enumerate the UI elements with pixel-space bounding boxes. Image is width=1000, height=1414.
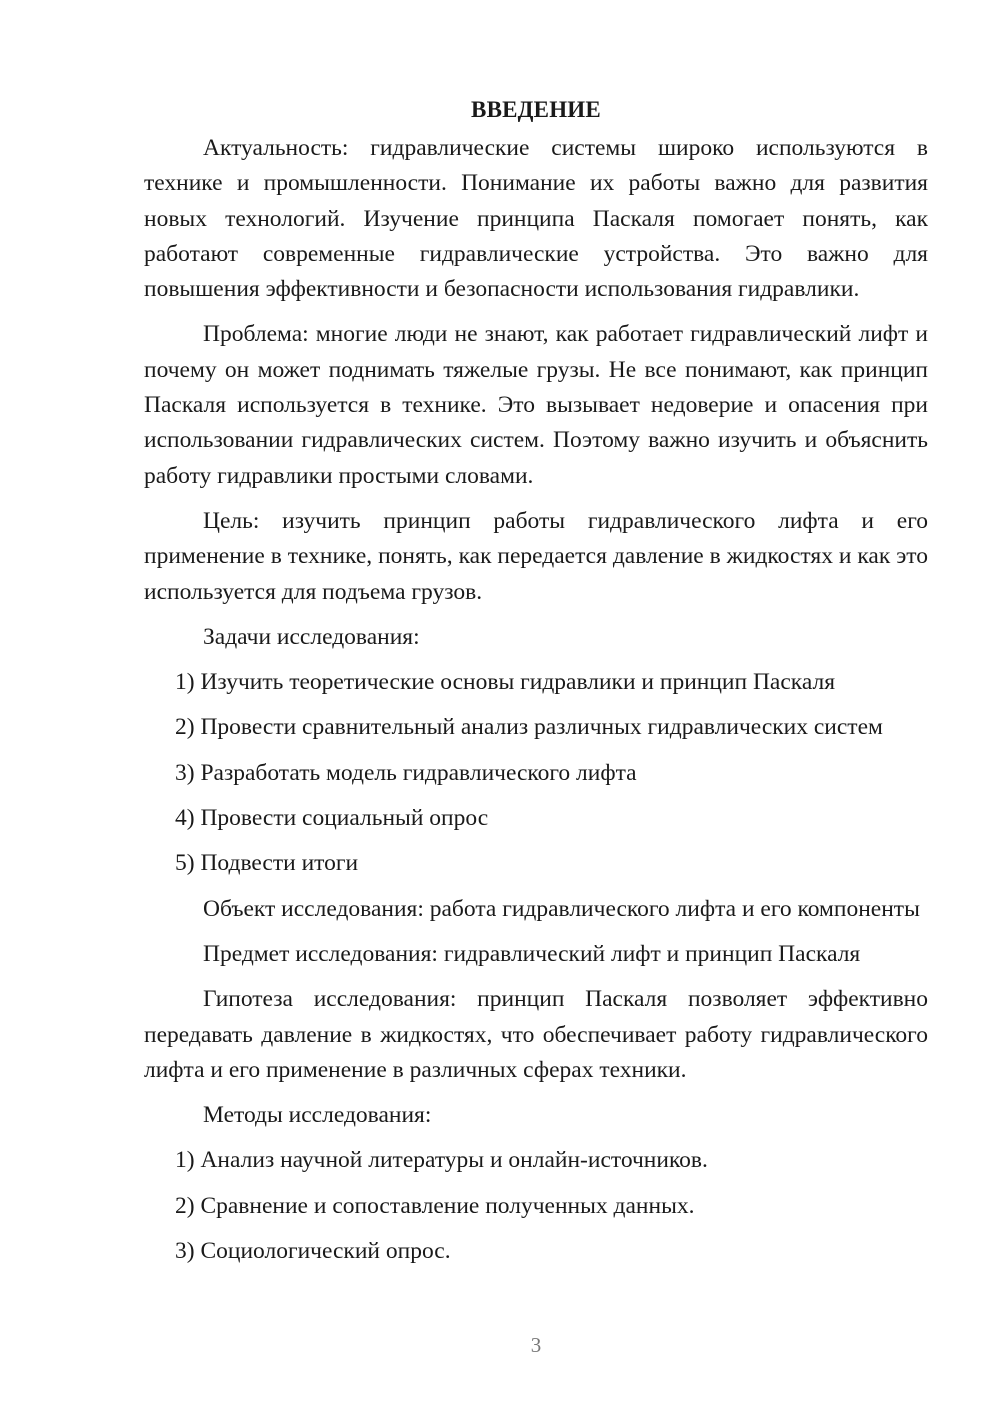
problem-paragraph: Проблема: многие люди не знают, как работает гидравлический лифт и почему он может поднимать тяжелые грузы. Не все понимают, как принцип Паскаля используется в технике. Это вызывает недоверие и опасения при использовании гидравлических систем. Поэтому важно изучить и объяснить работу гидравлики простыми словами. xyxy=(144,321,928,489)
page-content xyxy=(144,92,928,1279)
task-item: 4) Провести социальный опрос xyxy=(175,805,489,832)
tasks-title: Задачи исследования: xyxy=(203,623,420,650)
object-paragraph: Объект исследования: работа гидравлического лифта и его компоненты xyxy=(203,895,920,922)
task-item: 2) Провести сравнительный анализ различных гидравлических систем xyxy=(175,714,883,741)
method-item: 1) Анализ научной литературы и онлайн-источников. xyxy=(175,1147,708,1174)
relevance-paragraph: Актуальность: гидравлические системы широко используются в технике и промышленности. Понимание их работы важно для развития новых технологий. Изучение принципа Паскаля помогает понять, как работают современные гидравлические устройства. Это важно для повышения эффективности и безопасности использования гидравлики. xyxy=(144,135,928,303)
section-heading: ВВЕДЕНИЕ xyxy=(471,97,601,122)
method-item: 3) Социологический опрос. xyxy=(175,1238,451,1265)
subject-paragraph: Предмет исследования: гидравлический лифт и принцип Паскаля xyxy=(203,940,861,967)
method-item: 2) Сравнение и сопоставление полученных данных. xyxy=(175,1192,695,1219)
task-item: 5) Подвести итоги xyxy=(175,850,359,877)
goal-paragraph: Цель: изучить принцип работы гидравлического лифта и его применение в технике, понять, как передается давление в жидкостях и как это используется для подъема грузов. xyxy=(144,507,928,605)
task-item: 1) Изучить теоретические основы гидравлики и принцип Паскаля xyxy=(175,669,836,696)
methods-title: Методы исследования: xyxy=(203,1102,432,1129)
hypothesis-paragraph: Гипотеза исследования: принцип Паскаля позволяет эффективно передавать давление в жидкостях, что обеспечивает работу гидравлического лифта и его применение в различных сферах техники. xyxy=(144,986,928,1083)
page-number: 3 xyxy=(530,1333,542,1357)
task-item: 3) Разработать модель гидравлического лифта xyxy=(175,759,637,786)
